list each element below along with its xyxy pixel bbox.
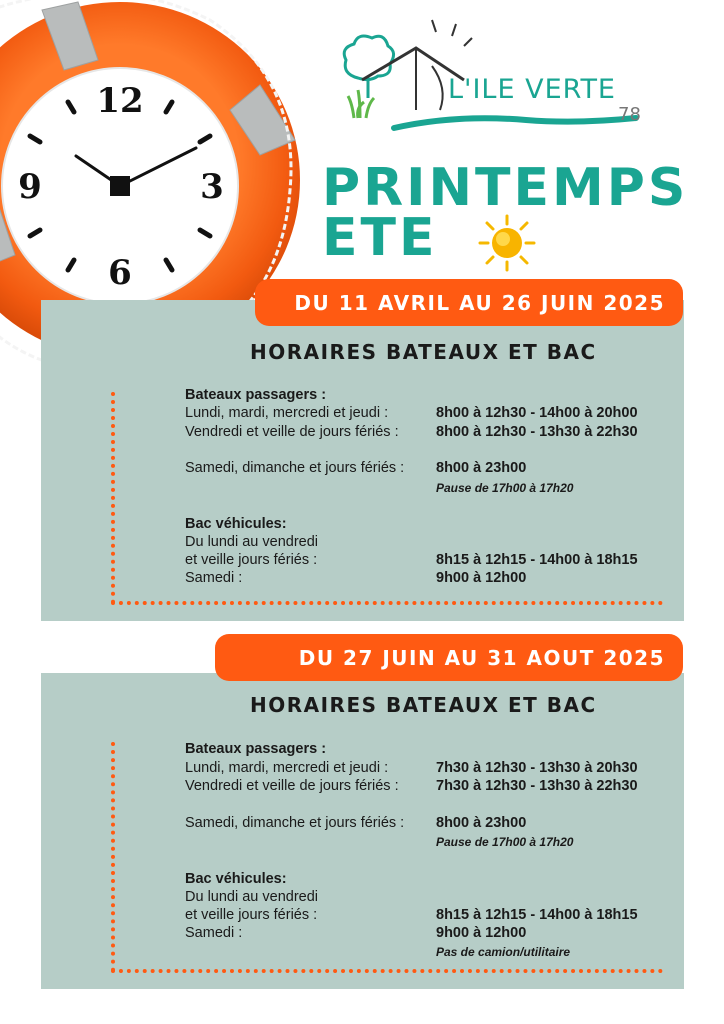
title-line-1: PRINTEMPS bbox=[322, 158, 689, 218]
dotted-divider bbox=[111, 969, 663, 973]
schedule-value: 9h00 à 12h00 bbox=[436, 570, 527, 586]
passengers-title: Bateaux passagers : bbox=[185, 741, 327, 757]
vehicles-title: Bac véhicules: bbox=[185, 516, 287, 532]
schedule-value: 7h30 à 12h30 - 13h30 à 20h30 bbox=[436, 760, 638, 776]
schedule-label: Samedi : bbox=[185, 925, 243, 941]
schedule-label: Samedi, dimanche et jours fériés : bbox=[185, 815, 405, 831]
schedule-label: Samedi, dimanche et jours fériés : bbox=[185, 460, 405, 476]
schedule-value: 8h00 à 12h30 - 14h00 à 20h00 bbox=[436, 405, 638, 421]
schedule-label: et veille jours fériés : bbox=[185, 907, 318, 923]
clock-numeral-6: 6 bbox=[108, 253, 132, 293]
schedule-value: 8h15 à 12h15 - 14h00 à 18h15 bbox=[436, 552, 638, 568]
section-heading-summer: HORAIRES BATEAUX ET BAC bbox=[250, 693, 597, 717]
period-banner-summer: DU 27 JUIN AU 31 AOUT 2025 bbox=[215, 634, 683, 681]
pause-note: Pause de 17h00 à 17h20 bbox=[436, 835, 574, 849]
clock-numeral-12: 12 bbox=[96, 81, 144, 121]
schedule-value: 8h00 à 23h00 bbox=[436, 460, 527, 476]
schedule-label: Vendredi et veille de jours fériés : bbox=[185, 778, 399, 794]
section-heading-spring: HORAIRES BATEAUX ET BAC bbox=[250, 340, 597, 364]
dotted-divider bbox=[111, 392, 115, 604]
logo-name: L'ILE VERTE bbox=[448, 74, 616, 105]
logo-number: 78 bbox=[618, 104, 641, 125]
schedule-value: 8h15 à 12h15 - 14h00 à 18h15 bbox=[436, 907, 638, 923]
sun-icon bbox=[478, 214, 536, 272]
schedule-label: Vendredi et veille de jours fériés : bbox=[185, 424, 399, 440]
vehicles-title: Bac véhicules: bbox=[185, 871, 287, 887]
schedule-label: Lundi, mardi, mercredi et jeudi : bbox=[185, 760, 389, 776]
pause-note: Pause de 17h00 à 17h20 bbox=[436, 481, 574, 495]
schedule-value: 7h30 à 12h30 - 13h30 à 22h30 bbox=[436, 778, 638, 794]
schedule-value: 9h00 à 12h00 bbox=[436, 925, 527, 941]
dotted-divider bbox=[111, 742, 115, 972]
schedule-value: 8h00 à 23h00 bbox=[436, 815, 527, 831]
schedule-label: et veille jours fériés : bbox=[185, 552, 318, 568]
dotted-divider bbox=[111, 601, 663, 605]
vehicle-days: Du lundi au vendredi bbox=[185, 534, 319, 550]
schedule-value: 8h00 à 12h30 - 13h30 à 22h30 bbox=[436, 424, 638, 440]
vehicle-days: Du lundi au vendredi bbox=[185, 889, 319, 905]
clock-numeral-9: 9 bbox=[18, 167, 42, 207]
truck-note: Pas de camion/utilitaire bbox=[436, 945, 571, 959]
title-line-2: ETE bbox=[322, 208, 438, 268]
schedule-label: Lundi, mardi, mercredi et jeudi : bbox=[185, 405, 389, 421]
schedule-label: Samedi : bbox=[185, 570, 243, 586]
clock-numeral-3: 3 bbox=[200, 167, 224, 207]
passengers-title: Bateaux passagers : bbox=[185, 387, 327, 403]
period-banner-spring: DU 11 AVRIL AU 26 JUIN 2025 bbox=[255, 279, 683, 326]
